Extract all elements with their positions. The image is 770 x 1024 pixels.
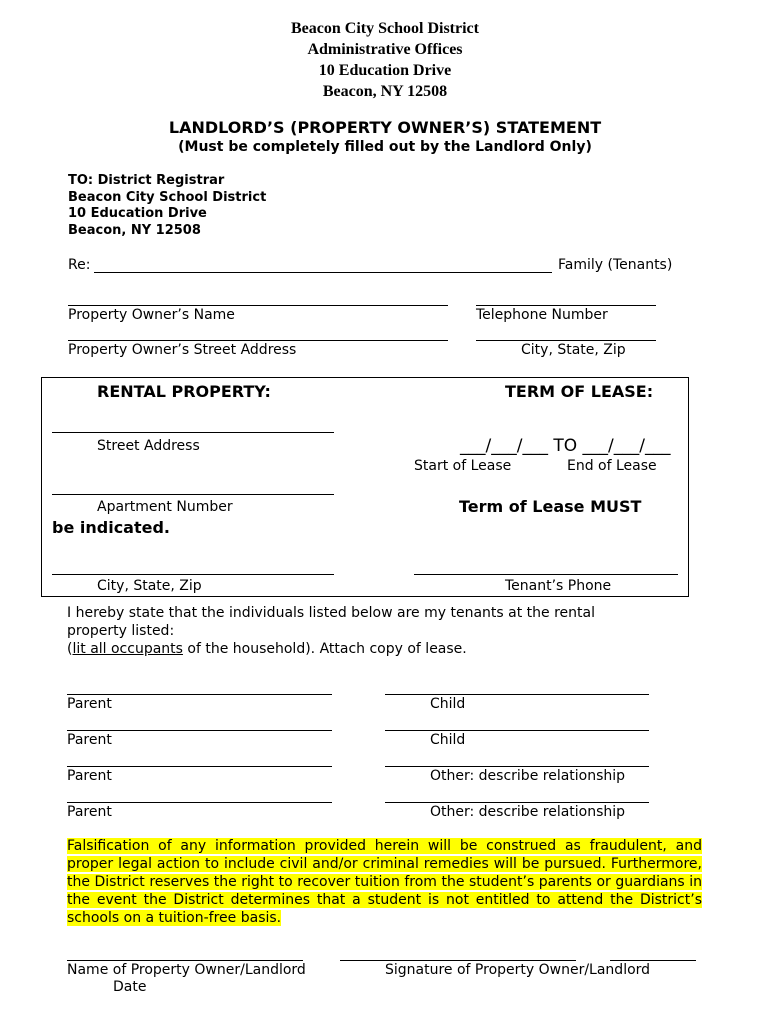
owner-phone-field[interactable] <box>476 305 656 306</box>
parent-3-field[interactable] <box>67 766 332 767</box>
child-2-field[interactable] <box>385 730 649 731</box>
parent-1-field[interactable] <box>67 694 332 695</box>
lease-must-text: Term of Lease MUST <box>459 497 642 516</box>
owner-name-signature-field[interactable] <box>67 960 303 961</box>
parent-1-label: Parent <box>67 696 112 712</box>
list-occupants-underlined: lit all occupants <box>72 641 183 657</box>
lease-start-label: Start of Lease <box>414 458 512 474</box>
statement-line-2: property listed: <box>67 623 175 639</box>
lease-must-text-continued: be indicated. <box>52 518 170 537</box>
other-2-field[interactable] <box>385 802 649 803</box>
rental-property-heading: RENTAL PROPERTY: <box>97 382 271 401</box>
letterhead-street: 10 Education Drive <box>318 62 452 79</box>
statement-open-paren: ( <box>67 641 73 657</box>
owner-street-label: Property Owner’s Street Address <box>68 342 297 358</box>
addressee-line-2: Beacon City School District <box>68 190 267 205</box>
letterhead-district: Beacon City School District <box>291 20 479 37</box>
lease-date-range[interactable]: ___/___/___ TO ___/___/___ <box>460 436 671 456</box>
letterhead-city: Beacon, NY 12508 <box>322 83 448 100</box>
term-of-lease-heading: TERM OF LEASE: <box>505 382 654 401</box>
owner-city-field[interactable] <box>476 340 656 341</box>
statement-line-1: I hereby state that the individuals listed below are my tenants at the rental <box>67 605 595 621</box>
form-subtitle: (Must be completely filled out by the Landlord Only) <box>178 139 592 155</box>
addressee-line-1: TO: District Registrar <box>68 173 225 188</box>
parent-4-label: Parent <box>67 804 112 820</box>
family-name-field[interactable] <box>94 272 552 273</box>
child-2-label: Child <box>430 732 466 748</box>
owner-name-label: Property Owner’s Name <box>68 307 235 323</box>
other-1-field[interactable] <box>385 766 649 767</box>
rental-apartment-label: Apartment Number <box>97 499 233 515</box>
child-1-field[interactable] <box>385 694 649 695</box>
rental-apartment-field[interactable] <box>52 494 334 495</box>
parent-2-field[interactable] <box>67 730 332 731</box>
addressee-line-3: 10 Education Drive <box>68 206 207 221</box>
parent-3-label: Parent <box>67 768 112 784</box>
re-label: Re: <box>68 257 91 273</box>
parent-4-field[interactable] <box>67 802 332 803</box>
rental-street-field[interactable] <box>52 432 334 433</box>
rental-city-label: City, State, Zip <box>97 578 202 594</box>
parent-2-label: Parent <box>67 732 112 748</box>
lease-end-label: End of Lease <box>567 458 657 474</box>
owner-street-field[interactable] <box>68 340 448 341</box>
date-label: Date <box>113 979 147 995</box>
child-1-label: Child <box>430 696 466 712</box>
addressee-line-4: Beacon, NY 12508 <box>68 223 201 238</box>
statement-line-3 <box>67 641 467 657</box>
owner-phone-label: Telephone Number <box>476 307 608 323</box>
owner-signature-label: Signature of Property Owner/Landlord <box>385 962 651 978</box>
other-1-label: Other: describe relationship <box>430 768 626 784</box>
warning-text: Falsification of any information provided herein will be construed as fraudulent, and proper legal action to include civil and/or criminal remedies will be pursued. Furthermore, the District reserves the right to recover tuition from the student’s parents or guardians in the event the District determines that a student is not entitled to attend the District’s schools on a tuition-free basis. <box>67 838 702 926</box>
tenant-phone-label: Tenant’s Phone <box>505 578 612 594</box>
owner-signature-field[interactable] <box>340 960 576 961</box>
letterhead-offices: Administrative Offices <box>307 41 463 58</box>
falsification-warning <box>67 837 702 927</box>
rental-city-field[interactable] <box>52 574 334 575</box>
form-title: LANDLORD’S (PROPERTY OWNER’S) STATEMENT <box>168 118 602 137</box>
date-field[interactable] <box>610 960 696 961</box>
statement-line-3-rest: of the household). Attach copy of lease. <box>182 641 467 657</box>
tenant-phone-field[interactable] <box>414 574 678 575</box>
rental-property-box <box>41 377 689 597</box>
owner-name-signature-label: Name of Property Owner/Landlord <box>67 962 306 978</box>
owner-city-label: City, State, Zip <box>521 342 626 358</box>
family-tenants-label: Family (Tenants) <box>558 257 673 273</box>
other-2-label: Other: describe relationship <box>430 804 626 820</box>
owner-name-field[interactable] <box>68 305 448 306</box>
rental-street-label: Street Address <box>97 438 200 454</box>
